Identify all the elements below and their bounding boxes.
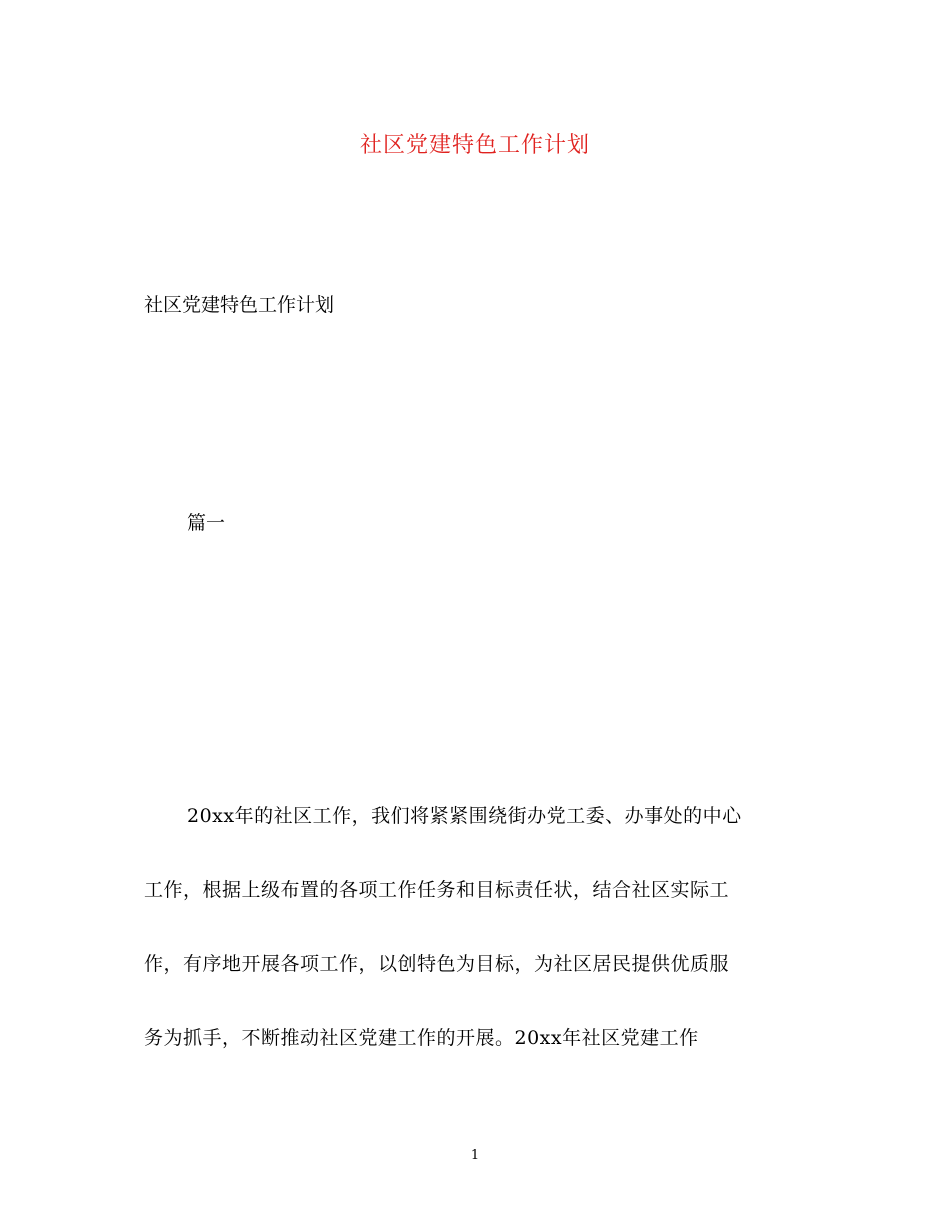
document-subtitle: 社区党建特色工作计划 [144,294,335,316]
section-label: 篇一 [187,512,226,534]
body-paragraph [144,798,804,1094]
document-title: 社区党建特色工作计划 [359,133,590,158]
page-number: 1 [470,1148,480,1163]
body-line: 务为抓手，不断推动社区党建工作的开展。20xx年社区党建工作 [144,1027,699,1049]
body-line: 工作，根据上级布置的各项工作任务和目标责任状，结合社区实际工 [144,879,730,901]
body-line: 作，有序地开展各项工作，以创特色为目标，为社区居民提供优质服 [144,953,730,975]
body-line: 20xx年的社区工作，我们将紧紧围绕街办党工委、办事处的中心 [187,805,742,827]
